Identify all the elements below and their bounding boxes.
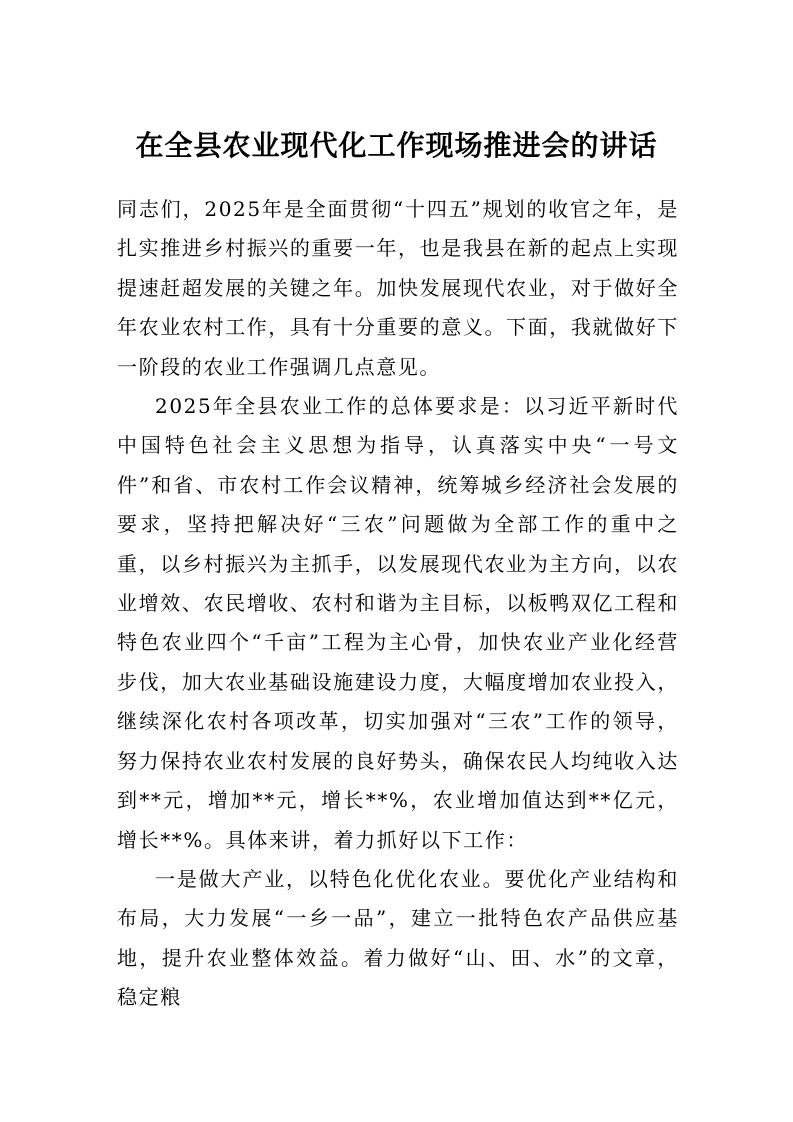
paragraph-point-one: 一是做大产业，以特色化优化农业。要优化产业结构和布局，大力发展“一乡一品”，建立一批特色农产品供应基地，提升农业整体效益。着力做好“山、田、水”的文章，稳定粮 bbox=[117, 866, 679, 1010]
paragraph-opening: 同志们，2025年是全面贯彻“十四五”规划的收官之年，是扎实推进乡村振兴的重要一年，也是我县在新的起点上实现提速赶超发展的关键之年。加快发展现代农业，对于做好全年农业农村工作，具有十分重要的意义。下面，我就做好下一阶段的农业工作强调几点意见。 bbox=[117, 197, 679, 379]
document-body bbox=[117, 190, 679, 1018]
paragraph-overall-requirements: 2025年全县农业工作的总体要求是：以习近平新时代中国特色社会主义思想为指导，认真落实中央“一号文件”和省、市农村工作会议精神，统筹城乡经济社会发展的要求，坚持把解决好“三农”问题做为全部工作的重中之重，以乡村振兴为主抓手，以发展现代农业为主方向，以农业增效、农民增收、农村和谐为主目标，以板鸭双亿工程和特色农业四个“千亩”工程为主心骨，加快农业产业化经营步伐，加大农业基础设施建设力度，大幅度增加农业投入，继续深化农村各项改革，切实加强对“三农”工作的领导，努力保持农业农村发展的良好势头，确保农民人均纯收入达到**元，增加**元，增长**%，农业增加值达到**亿元，增长**%。具体来讲，着力抓好以下工作： bbox=[117, 394, 679, 852]
document-title: 在全县农业现代化工作现场推进会的讲话 bbox=[135, 129, 658, 162]
